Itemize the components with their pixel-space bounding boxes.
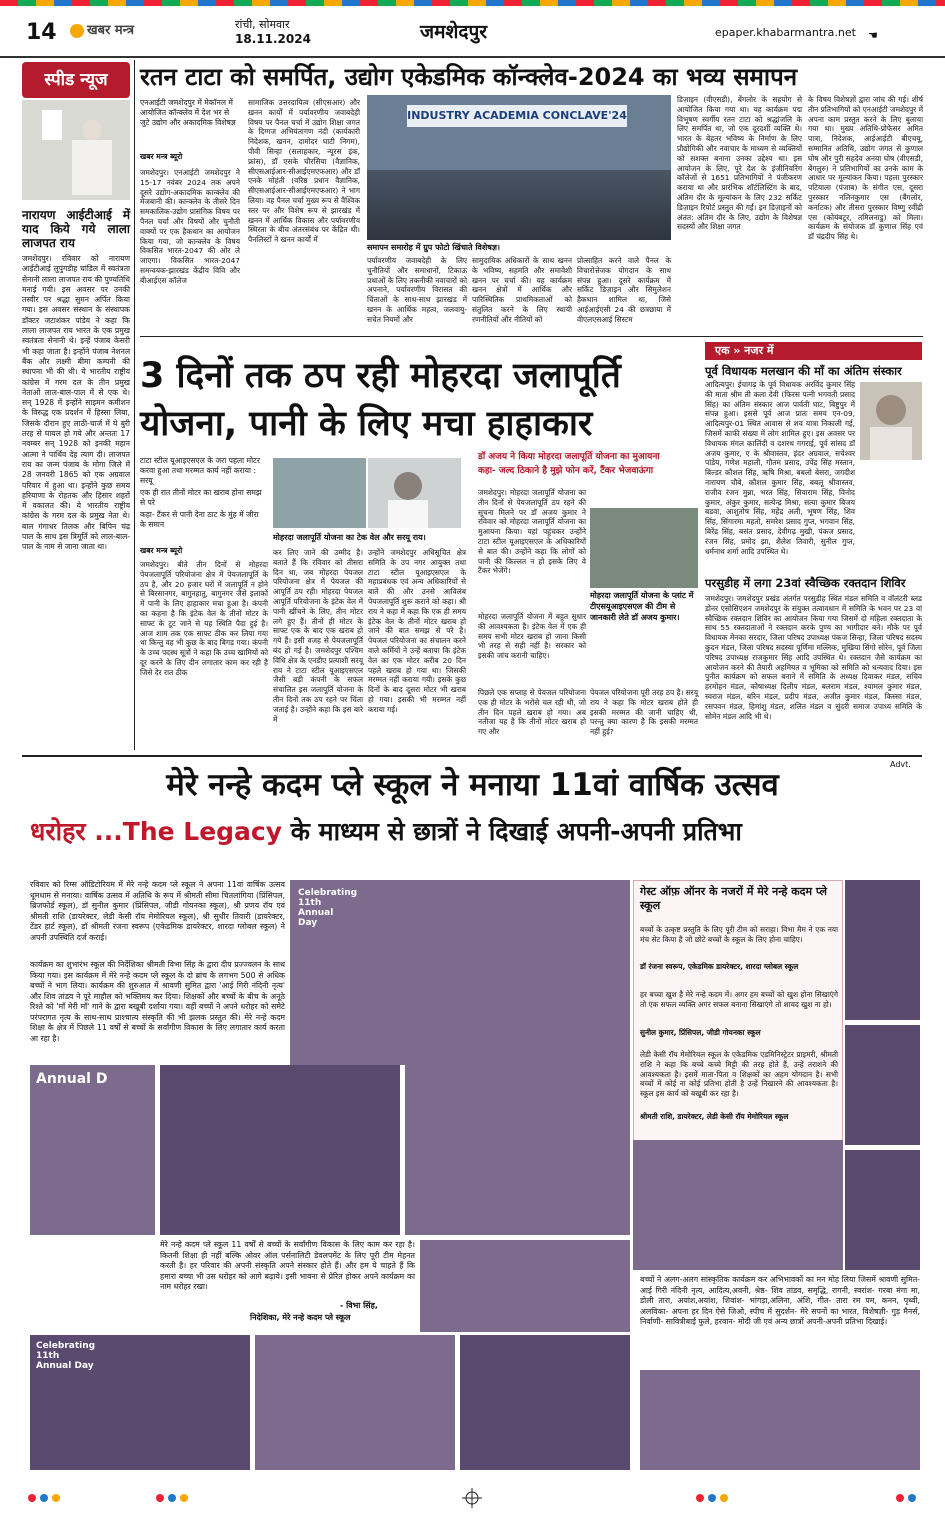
crowd-dance-photo (420, 1240, 630, 1332)
conclave-group-photo (367, 95, 671, 240)
guest-title: गेस्ट ऑफ़ ऑनर के नजरों में मेरे नन्हे कदम प्ले स्कूल (640, 885, 827, 912)
guest1-name: डॉ रंजना स्वरूप, एकेडमिक डायरेक्टर, शारदा ग्लोबल स्कूल (640, 962, 799, 971)
water-plant-caption: मोहरदा जलापूर्ति योजना के प्लांट में टीएसयूआइएसएल की टीम से जानकारी लेते डॉ अजय कुमार। (590, 590, 698, 623)
water-sub-col: जमशेदपुर। मोहरदा जलापूर्ति योजना का तीन दिनों से पेयजलापूर्ति ठप रहने की सूचना मिलने पर डॉ अजय कुमार ने रविवार को मोहरदा जलापूर्ति योजना का मुआयना किया। यहां पहुंचकर उन्होंने टाटा स्टील यूआइएसएल के अधिकारियों से बात की। उन्होंने कहा कि लोगों को पानी की किल्लत न हो इसके लिए वे टैंकर भेजेंगे। (478, 488, 586, 576)
water-col3: उन्होंने जमशेदपुर अधिसूचित क्षेत्र समिति के उप नगर आयुक्त तथा टाटा स्टील यूआइएसएल के महाप्रबंधक एवं अन्य अधिकारियों से बातें की और उनसे आविलंब पेयजलापूर्ति शुरू कराने को कहा। श्री राय ने कहा में कहा कि एक ही समय इंटेक वेल के तीनों मोटर खराब हो जाने की बात समझ से परे है। पेयजल परियोजना का संचालन करने वाले कर्मियों ने उन्हें बताया कि इंटेक वेल का एक मोटर करीब 20 दिन पहले खराब हो गया था। जिसकी मरम्मत नहीं कराया गयी। इसके कुछ दिनों के बाद दूसरा मोटर भी खराब हो गया। इसकी भी मरम्मत नहीं कराया गई। (368, 548, 466, 714)
costume-photo-4 (845, 1150, 920, 1270)
nazar-body: आदित्यपुर। ईचागढ़ के पूर्व विधायक अरविंद कुमार सिंह की माता श्रीम ती कला देवी (फिरस पत्नी भगवती प्रसाद सिंह) का अंतिम संस्कार आज पार्वती घाट, बिष्टुपुर में संपन्न हुआ। इससे पूर्व आज प्रातः समय एन-09, आदित्यपुर-01 स्थित आवास से शव यात्रा निकाली गई, जिसमें काफी संख्या में लोग शामिल हुए। इस अवसर पर विधायक मंगल कालिंदी व दशरथ गगराई, पूर्व सांसद डॉ अजय कुमार, ए के श्रीवास्तव, इंदर अग्रवाल, सचेश्वर पांडेय, गणेश महाली, गौतम प्रसाद, उपेंद्र सिंह मस्तान, बिल्डर कौशल सिंह, ऋषि मिश्रा, बबलो बेसरा, जगदीश नारायण चौबे, कौशल कुमार सिंह, बबलू श्रीवास्तव, राजीव रंजन मुन्ना, भरत सिंह, सियाराम सिंह, विनोद कुमार, अंकुर कुमार, सत्येन्द्र मिश्रा, सत्या कुमार बिजय बडवा, आशुतोष सिंह, महेंद्र अली, भूषण सिंह, शिव सिंह, सिंगारमा महतो, समरेश प्रसाद गुप्त, भगवान सिंह, बिरेंद्र सिंह, बसंत प्रसाद, देवीगढ़ मुखी, पंकज प्रसाद, रंजन सिंह, प्रमोद झा, शैलेश तिवारी, सुनील गुप्त, धर्मनाथ शर्मा आदि उपस्थित थे। (705, 380, 855, 556)
ad-body3: बच्चों ने अलग-अलग सांस्कृतिक कार्यक्रम कर अभिभावकों का मन मोह लिया जिसमें श्रावणी सुमित- आई गिरी नंदिनी नृत्य, आदित्य,अवनी, श्रेष्ठ- शिव तांडव, समृद्धि, रागनी, स्वरांश- गरबा मंगा मा, डोली तारा, अयांश,अयांश, शिवांश- भांगड़ा,अलिना, अंशि, गीत- तारा रम पम, कनन, पृथ्वी, अलविका- अपना हर दिन ऐसे जिओ, स्पीच में सुदर्शन- मेरे सपनों का भारत, विशेषज्ञी- गुड़ मैनर्स, निर्वाणी- सावित्रीबाई फुले, हरवान- मोदी जी एवं अन्य छात्रों अपनी-अपनी प्रतिभा दिखाई। (640, 1275, 920, 1326)
speed-news-label: स्पीड न्यूज (22, 62, 130, 98)
stage-performance-photo (405, 1065, 630, 1235)
obituary-photo (860, 382, 922, 460)
kids-banner-photo-3 (460, 1335, 630, 1470)
ek-nazar-me-label: एक » नजर में (705, 342, 922, 360)
water-sub-col3: पिछले एक सप्ताह से पेयजल परियोजना एक ही मोटर के भरोसे चल रही थी, जो तीन दिन पहले खराब हो गया। अब नतीजा यह है कि तीनों मोटर खराब हो गए और (478, 688, 586, 737)
blood-camp-body: जमशेदपुर। जमशेदपुर प्रखंड अंतर्गत परसुडीह स्थित मंडल समिति व वॉलंटरी ब्लड डोनर एसोसिएशन जमशेदपुर के संयुक्त तत्वावधान में समिति के भवन पर 23 वां स्वैच्छिक रक्तदान शिविर का आयोजन किया गया जिसमें दो महिला रक्तदाता के साथ 55 रक्तदाताओं ने रक्तदान करके पुण्य का भागीदार बने। मौके पर पूर्व विधायक मेनका सरदार, जिला परिषद उपाध्यक्ष पंकज सिन्हा, जिला परिषद सदस्य कुदन मंडल, जिला परिषद सदस्या पूर्णिमा मल्लिक, मुखिया सिंगो सोरेन, पूर्व जिला परिषद उपाध्यक्ष राजकुमार सिंह आदि उपस्थित थे। रक्तदान जैसे कार्यक्रम का आयोजन करने की तैयारी अहमियत व भूमिका को समिति को धन्यवाद दिया। इस पुनीत कार्यक्रम को सफल बनाने में समिति के अध्यक्ष दिवाकर मंडल, सचिव हरमोहन मंडल, कोषाध्यक्ष दिलीप मंडल, बलराम मंडल, श्यामल कुमार मंडल, स्वराज मंडल, बरिन मंडल, प्रदीप मंडल, अजीत कुमार मंडल, किस्सा मंडल, रसपवन मंडल, हिमांशु मंडल, शलित मंडल व सुंदरी समाज उपाध्य समिति के सोमेन मंडल आदि भी थे। (705, 594, 922, 721)
blood-camp-headline: परसुडीह में लगा 23वां स्वैच्छिक रक्तदान शिविर (705, 576, 906, 590)
city-day: रांची, सोमवार (235, 18, 290, 31)
top-story-byline: खबर मन्त्र ब्यूरो (140, 152, 183, 161)
page-number: 14 (26, 20, 57, 45)
water-bullet-2: एक ही रात तीनों मोटर का खराब होना समझ से परे (140, 488, 262, 507)
water-plant-photo (590, 508, 698, 588)
water-col1: जमशेदपुर। बीते तीन दिनों से मोहरदा पेयजलापूर्ति परियोजना क्षेत्र में पेयजलापूर्ति के ठप है, और 20 हजार घरों में जलापूर्ति न होने से बिरसानगर, बागुनहातु, बागुनगर जैसे इलाकों में पानी के लिए हाहाकार मचा हुआ है। कंपनी का कहना है कि इंटेक वेल के तीनों मोटर के साफ्ट के टूट जाने से यह स्थिति पैदा हुई है। आज शाम तक एक साफ्ट ठीक कर लिया गया था किन्तु वह भी कुछ के बाद बिगड़ गया। कंपनी के उच्च पदस्थ सूत्रों ने कहा कि उच्च खामियों को दूर करने के लिए दीन लगातार काम कर रही है जिसे देर रात ठीक (140, 560, 268, 677)
celebration-banner: Celebrating 11th Annual Day (298, 888, 358, 928)
top-story-col2: सामाजिक उत्तरदायित्व (सीएसआर) और खनन कार्यों में पर्यावरणीय जवाबदेही विषय पर पैनल चर्चा में उद्योग शिक्षा जगत के दिग्गज अभियंतागण नंदी (कार्यकारी निदेशक, खनन, दामोदर घाटी निगम), पीवी सिन्हा (सलाहकार, न्यूरस इंक, फ्रांस), डॉ एसके चौरसिया (वैज्ञानिक, सीएसआईआर-सीआईएमएफआर) और डॉ एनके मोहंती (वरिष्ठ प्रधान वैज्ञानिक, सीएसआईआर-सीआईएमएफआर) ने भाग लिया। वह पैनल चर्चा मुख्य रूप से वैश्विक स्तर पर और विशेष रूप से झारखंड में खनन में आर्थिक विकास और पर्यावरणीय स्थिरता के बीच अंतरसंबंध पर केंद्रित थी। पैनलिस्टों ने खनन कार्यों में (248, 98, 360, 245)
top-story-photo-caption: समापन समारोह में ग्रुप फोटो खिंचाते विशेषज्ञ। (367, 242, 671, 253)
guest3-quote: लेडी केसी रॉय मेमोरियल स्कूल के एकेडमिक एडमिनिस्ट्रेटर प्राइमरी, श्रीमती राशि ने कहा कि बच्चे कच्चे मिट्टी की तरह होते हैं, उन्हें तराशने की आवश्यकता है। इसमें माता-पिता व शिक्षकों का अहम योगदान है। सभी बच्चों में कोई ना कोई प्रतिभा होती है उन्हें निखारने की आवश्यकता है। स्कूल इस कार्य को बखूबी कर रहा है। (640, 1050, 838, 1099)
speed-news-column (22, 208, 130, 553)
water-col2: कर लिए जाने की उम्मीद है। बताते हैं कि रविवार को तीसरा दिन था, जब मोहरदा पेयजल परियोजना क्षेत्र में पेयजल की आपूर्ति ठप रही। मोहरदा पेयजल आपूर्ति परियोजना के इंटेक वेल में पानी खींचने के लिए, तीन मोटर लगे हुए हैं। तीनों ही मोटर के साफ्ट एक के बाद एक खराब हो गये हैं। इसी वजह से पेयजलापूर्ति बंद हो गई है। जमशेदपुर पश्चिम विधि क्षेत्र के एनडीए प्रत्याशी सरयू राय ने टाटा स्टील यूआइएसएल जैसी बड़ी कंपनी के सफल संचालित इस जलापूर्ति योजना के तीन दिनों तक ठप रहने पर चिंता जताई है। उन्होंने कहा कि इस बारे में (273, 548, 363, 724)
speed-news-photo (22, 100, 130, 200)
kids-banner-photo-1 (30, 1335, 250, 1470)
epaper-link[interactable]: epaper.khabarmantra.net (715, 26, 856, 39)
ad-title: मेरे नन्हे कदम प्ले स्कूल ने मनाया 11वां वार्षिक उत्सव (166, 767, 779, 803)
brand-logo-icon (70, 24, 84, 38)
director-role: निदेशिका, मेरे नन्हे कदम प्ले स्कूल (250, 1313, 351, 1322)
top-story-col1: जमशेदपुर। एनआईटी जमशेदपुर ने 15-17 नवंबर 2024 तक अपने दूसरे उद्योग-अकादमिक कान्क्लेव की मेजबानी की। कान्क्लेव के तीसरे दिन समकालिक-उद्योग प्रासंगिक विषय पर पैनल चर्चा और विषयों और चुनौती वाक्यों पर एक हैकथान का आयोजन किया गया, जो कान्क्लेव के विषय विकसित भारत-2047 की ओर ले जाएगा। विकसित भारत-2047 समन्वयक-झारखंड केंद्रीय विवि और बीआईएस कॉलेज (140, 168, 240, 285)
guest1-quote: बच्चों के उत्कृष्ट प्रस्तुति के लिए पूरी टीम को सराहा। विभा मैम ने एक नया मंच सेट किया है जो छोटे बच्चों के स्कूल के लिए होना चाहिए। (640, 925, 838, 944)
speaker-photo (30, 1065, 155, 1235)
guest2-name: सुनील कुमार, प्रिंसिपल, जीडी गोयनका स्कूल (640, 1028, 761, 1037)
flower-costume-photo (845, 880, 920, 1020)
ad-body2: कार्यक्रम का शुभारंभ स्कूल की निर्देशिका श्रीमती विभा सिंह के द्वारा दीप प्रज्ज्वलन के साथ किया गया। इस कार्यक्रम में मेरे नन्हे कदम प्ले स्कूल के दो ब्रांच के लगभग 500 से अधिक बच्चों ने भाग लिया। कार्यक्रम की शुरुआत में श्रावणी सुमित द्वारा 'आई गिरी नंदिनी नृत्य' और शिव तांडव ने पूरे माहौल को भक्तिमय कर दिया। शिक्षकों और बच्चों के बीच के अनूठे रिश्ते को 'माँ मेरी माँ' गाने के द्वारा बखूबी दर्शाया गया। वहीं बच्चों ने अपने धरोहर को समेटे परंपरागत नृत्य के साथ-साथ प्राश्चात्य संस्कृति की भी झलक प्रस्तुत की। मेरे नन्हे कदम शिक्षा के क्षेत्र में पिछले 11 वर्षों से बच्चों के सर्वांगीण विकास के लिए लगातार कार्य करता आ रहा है। (30, 960, 285, 1043)
top-story-headline: रतन टाटा को समर्पित, उद्योग एकेडमिक कॉन्क्लेव-2024 का भव्य समापन (140, 63, 798, 91)
water-story-headline: 3 दिनों तक ठप रही मोहरदा जलापूर्ति योजना, पानी के लिए मचा हाहाकार (140, 356, 621, 444)
director-quote: मेरे नन्हे कदम प्ले स्कूल 11 वर्षों से बच्चों के सर्वांगीण विकास के लिए काम कर रहा है। कितनी शिक्षा ही नहीं बल्कि ओवर ऑल पर्सनालिटी डेवलपमेंट के लिए पूरी टीम मेहनत करती है। हर परिवार की अपनी संस्कृति अपने संस्कार होते हैं। और हम ये चाहते हैं कि हमारा बच्चा भी उस धरोहर को आगे बढ़ाये। इसी भावना से प्रेरित होकर अपने कार्यक्रम का नाम धरोहर रखा। (160, 1240, 415, 1291)
water-bullet-3: कहा- टैंकर से पानी देना ठाट के मुंह में जीरा के समान (140, 510, 259, 529)
column-divider (134, 60, 135, 750)
issue-date: 18.11.2024 (235, 32, 311, 46)
saryu-roy-photo (368, 458, 461, 528)
top-story-col6: डिज़ाइन (वीएसडी), बेंगलोर के सहयोग से आयोजित किया गया था। यह कार्यक्रम पद्म विभूषण स्वर्गीय रतन टाटा को श्रद्धांजलि के लिए समर्पित था, जो एक दूरदर्शी व्यक्ति थे। भारत के बेहतर भविष्य के निर्माण के लिए प्रौद्योगिकी और नवाचार के माध्यम से व्यक्तियों को सशक्त बनाना उनका उद्देश्य था। इस आयोजन के लिए, पूरे देश के इंजीनियरिंग कॉलेजों से 1651 प्रतिभागियों ने पंजीकरण कराया था और प्रारंभिक शॉर्टलिस्टिंग के बाद, अंतिम दौर के मूल्यांकन के लिए 232 सर्किट डिज़ाइन रिपोर्ट प्रस्तुत की गईं। इन डिज़ाइनों को अंतत: अंतिम दौर के लिए, उद्योग के विशेषज्ञ सदस्यों और शिक्षा जगत (677, 95, 802, 232)
speed-news-body: जमशेदपुर। रविवार को नारायण आईटीआई लुपुंगडीह चांडिल में स्वतंत्रता सेनानी लाला लाजपत राय की पुण्यतिथि मनाई गयी। इस अवसर पर उनकी तस्वीर पर श्रद्धा सुमन अर्पित किया गया। इस अवसर संस्थान के संस्थापक डॉक्टर जटाशंकर पांडेय ने कहा कि लाला लाजपत राय भारत के एक प्रमुख स्वतंत्रता सेनानी थे। इन्हें पंजाब केसरी भी कहा जाता है। इन्होंने पंजाब नेशनल बैंक और लक्ष्मी बीमा कम्पनी की स्थापना भी की थी। ये भारतीय राष्ट्रीय कांग्रेस में गरम दल के तीन प्रमुख नेताओं लाल-बाल-पाल में से एक थे। सन् 1928 में इन्होंने साइमन कमीशन के विरुद्ध एक प्रदर्शन में हिस्सा लिया, जिसके दौरान हुए लाठी-चार्ज में ये बुरी तरह से घायल हो गये और अन्ततः 17 नवम्बर सन् 1928 को इनकी महान आत्मा ने पार्थिव देह त्याग दी। लाजपत राय का जन्म पंजाब के मोगा जिले में 28 जनवरी 1865 को एक अग्रवाल परिवार में हुआ था। इन्होंने कुछ समय हरियाणा के रोहतक और हिसार शहरों में वकालत की। ये भारतीय राष्ट्रीय कांग्रेस के गरम दल के प्रमुख नेता थे। बाल गंगाधर तिलक और बिपिन चंद्र पाल के साथ इस त्रिमूर्ति को लाल-बाल-पाल के नाम से जाना जाता था। (22, 254, 130, 552)
top-story-col5: प्रोत्साहित करने वाले पैनल के विचारोत्तेजक योगदान के साथ संपन्न हुआ। दूसरे कार्यक्रम में सर्किट डिज़ाइन और सिमुलेशन हैकथान शामिल था, जिसे आईआईएसी 24 की छत्रछाया में वीएलएसआई सिस्टम (577, 256, 671, 324)
stage-text: Annual D (36, 1071, 108, 1087)
nazar-headline: पूर्व विधायक मलखान की माँ का अंतिम संस्कार (705, 364, 902, 378)
ad-subtitle-rest: के माध्यम से छात्रों ने दिखाई अपनी-अपनी प्रतिभा (290, 817, 742, 846)
dateline (235, 18, 311, 47)
speed-news-headline: नारायण आईटीआई में याद किये गये लाला लाजपत राय (22, 208, 130, 250)
page-footer (0, 1488, 945, 1508)
edition-name: जमशेदपुर (420, 21, 488, 43)
intake-well-photo (273, 458, 366, 528)
costume-photo-2 (845, 1025, 920, 1145)
dance-performance-photo (160, 1065, 400, 1235)
ad-subtitle-red: धरोहर ...The Legacy (30, 817, 283, 846)
water-sub-headline: डॉ अजय ने किया मोहरदा जलापूर्ति योजना का मुआयना (478, 452, 660, 462)
advt-label: Advt. (890, 760, 911, 769)
ad-divider (22, 755, 922, 757)
water-sub-col4: पेयजल परियोजना पूरी तरह ठप है। सरयू राय ने कहा कि मोटर खराब होते ही इसकी मरम्मत की जानी चाहिए थी, परन्तु क्या कारण है कि इसकी मरम्मत नहीं हुई? (590, 688, 698, 737)
water-byline: खबर मन्त्र ब्यूरो (140, 546, 183, 555)
top-story-col3: पर्यावरणीय जवाबदेही के लिए चुनौतियों और समाधानों, टिकाऊ प्रथाओं के लिए तकनीकी नवाचारों को अपनाने, पर्यावरणीय विरासत की चिंताओं के साथ-साथ झारखंड में खनन के आर्थिक महत्व, जलवायु-सचेत नियमों और (367, 256, 467, 324)
costume-photo-3 (633, 1140, 843, 1270)
ad-body1: रविवार को रिम्स ऑडिटोरियम में मेरे नन्हे कदम प्ले स्कूल ने अपना 11वां वार्षिक उत्सव धूमधाम से मनाया। वार्षिक उत्सव में अतिथि के रूप में श्रीमती सीमा चितलांगिया (प्रिंसिपल, ब्रिजफोर्ड स्कूल), डॉ सुनील कुमार (प्रिंसिपल, जीडी गोयनका स्कूल), श्री प्रणय रॉय एवं श्रीमती राशि (डायरेक्टर, लेडी केसी रॉय मेमोरियल स्कूल), श्री सुधीर तिवारी (डायरेक्टर, टेंडर हार्ट स्कूल), डॉ श्रीमती रंजना स्वरूप (एकेडमिक डायरेक्टर, शारदा ग्लोबल स्कूल) ने अपनी उपस्थिति दर्ज कराई। (30, 880, 285, 942)
horizontal-rule (140, 336, 923, 337)
conclave-banner: INDUSTRY ACADEMIA CONCLAVE'24 (407, 105, 627, 127)
brand-name: खबर मन्त्र (70, 20, 134, 38)
lamp-lighting-photo (290, 880, 630, 1065)
water-bullet-1: टाटा स्टील यूआइएसएल के जरा पहला मोटर करवा हुआ तथा मरम्मत कार्य नहीं कराया : सरयू (140, 456, 260, 485)
guest2-quote: हर बच्चा खुश है मेरे नन्हे कदम में। अगर हम बच्चों को खुश होना सिखाएंगे तो एक सफल व्यक्ति अगर सफल बनाना सिखाएंगे तो शायद खुश ना हो। (640, 990, 838, 1009)
kids-banner-photo-2 (255, 1335, 455, 1470)
celebration-banner-2: Celebrating 11th Annual Day (36, 1341, 96, 1371)
guest3-name: श्रीमती राशि, डायरेक्टर, लेडी केसी रॉय मेमोरियल स्कूल (640, 1112, 789, 1121)
ad-subtitle (30, 815, 915, 849)
cursor-icon: ☚ (868, 29, 878, 42)
crowd-shape (367, 170, 671, 240)
director-name: - विभा सिंह, (340, 1301, 378, 1310)
top-story-bullet: एनआईटी जमशेदपुर में मेकॉनल में आयोजित कॉन्क्लेव में देश भर से जुटे उद्योग और अकादमिक विशेषज्ञ (140, 98, 236, 127)
top-story-col4: सामुदायिक अधिकारों के साथ खनन के भविष्य, सहमति और समावेशी खनन पर चर्चा की। यह कार्यक्रम खनन क्षेत्रों में आर्थिक और पारिस्थितिक प्राथमिकताओं को संतुलित करने के लिए स्थायी रणनीतियों और नीतियों को (472, 256, 572, 324)
water-sub-col2: मोहरदा जलापूर्ति योजना में बहुत सुधार की आवश्यकता है। इंटेक वेल में एक ही समय सभी मोटर खराब हो जाना किसी भी तरह से सही नहीं है। सरकार को इसकी जांच करानी चाहिए। (478, 612, 586, 661)
top-story-col7: के विषय विशेषज्ञों द्वारा जांच की गई। शीर्ष तीन प्रतिभागियों को एनआईटी जमशेदपुर में अपना काम प्रस्तुत करने के लिए बुलाया गया था। मुख्य अतिथि-प्रोफेसर अमित पात्रा, निदेशक, आईआईटी बीएचयू, सम्मानित अतिथि, उद्योग जगत से कुणाल घोष और पुरी सहदेव अनया घोष (वीएसडी, बेंगलुरु) ने प्रतिभागियों का उनके काम के आधार पर मूल्यांकन किया। पहला पुरस्कार पटियाला (पंजाब) के संगीत एस, दूसरा पुरस्कार नलिनकुमार एस (बैंगलोर, कर्नाटक) और तीसरा पुरस्कार विष्णु रवींद्री एस (कोयंबटूर, तमिलनाडु) को मिला। कार्यक्रम के संयोजक डॉ कुणाल सिंह एवं डॉ चंद्रदीप सिंह थे। (808, 95, 923, 242)
water-sub-kicker: कहा- जल्द ठिकाने है मुझे फोन करें, टैंकर भेजवाऊंगा (478, 466, 654, 476)
water-photo-caption: मोहरदा जलापूर्ति योजना का टेक वेल और सरयू राय। (273, 532, 463, 543)
kids-banner-photo-4 (640, 1370, 920, 1470)
